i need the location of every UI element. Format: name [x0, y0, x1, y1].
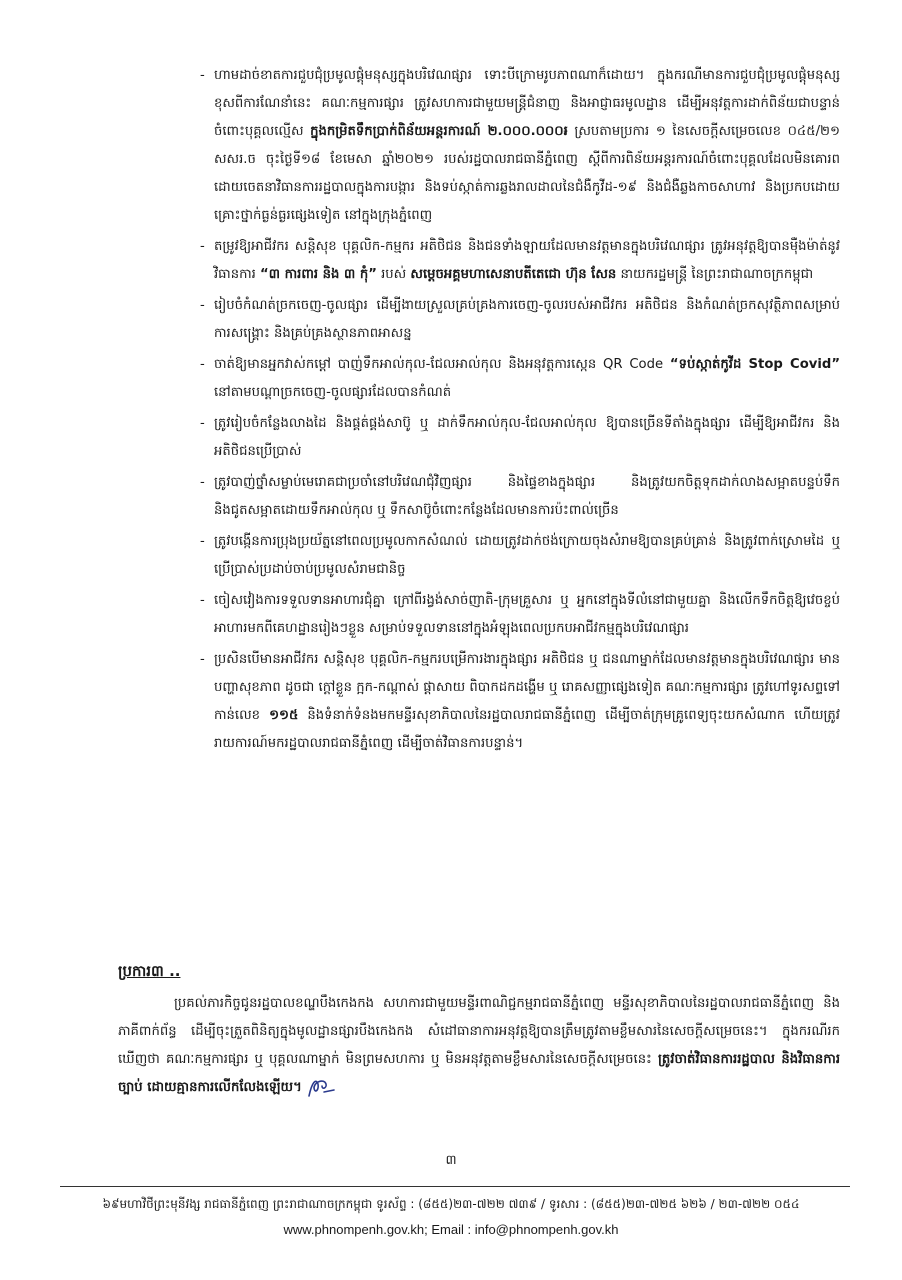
bullet-text: ហាមដាច់ខាតការជួបជុំប្រមូលផ្ដុំមនុស្សក្នុងបរិវេណផ្សារ ទោះបីក្រោមរូបភាពណាក៏ដោយ។ ក្នុងករណីមានការជួបជុំប្រមូលផ្ដុំមនុស្សខុសពីការណែនាំនេះ គណៈកម្មការផ្សារ ត្រូវសហការជាមួយមន្ត្រីជំនាញ និងអាជ្ញាធរមូលដ្ឋាន ដើម្បីអនុវត្តការដាក់ពិន័យជាបន្ទាន់ចំពោះបុគ្គលល្មើស [214, 68, 840, 139]
article-body [118, 990, 840, 1102]
bullet-list [200, 62, 840, 761]
list-item: - ចៀសវៀងការទទួលទានអាហារជុំគ្នា ក្រៅពីរង្វង់សាច់ញាតិ-ក្រុមគ្រួសារ ឬ អ្នកនៅក្នុងទីលំនៅជាមួយគ្នា និងលើកទឹកចិត្តឱ្យវេចខ្ចប់អាហារមកពីគេហដ្ឋានរៀងៗខ្លួន សម្រាប់ទទួលទាននៅក្នុងអំឡុងពេលប្រកបអាជីវកម្មក្នុងបរិវេណផ្សារ [200, 593, 840, 636]
bullet-text-bold: ១១៥ [269, 708, 299, 723]
list-item: - ត្រូវបាញ់ថ្នាំសម្លាប់មេរោគជាប្រចាំនៅបរិវេណជុំវិញផ្សារ និងផ្ទៃខាងក្នុងផ្សារ និងត្រូវយកចិត្តទុកដាក់លាងសម្អាតបន្ទប់ទឹក និងជូតសម្អាតដោយទឹកអាល់កុល ឬ ទឹកសាប៊ូចំពោះកន្លែងដែលមានការប៉ះពាល់ច្រើន [200, 475, 840, 518]
article-heading: ប្រការ៣ .. [118, 962, 181, 980]
bullet-text: របស់ [376, 267, 411, 282]
footer-address: ៦៩មហាវិថីព្រះមុនីវង្ស រាជធានីភ្នំពេញ ព្រះរាជាណាចក្រកម្ពុជា ទូរស័ព្ទ : (៨៥៥)២៣-៧២២ ៧៣៩ / ទូរសារ : (៨៥៥)២៣-៧២៥ ៦២៦ / ២៣-៧២២ ០៥៤ [102, 1197, 800, 1211]
page-number: ៣ [445, 1153, 457, 1168]
bullet-text-bold: “ទប់ស្កាត់កូវីដ Stop Covid” [669, 357, 840, 372]
signature-icon [306, 1074, 336, 1100]
bullet-text: ត្រូវបាញ់ថ្នាំសម្លាប់មេរោគជាប្រចាំនៅបរិវេណជុំវិញផ្សារ និងផ្ទៃខាងក្នុងផ្សារ និងត្រូវយកចិត្តទុកដាក់លាងសម្អាតបន្ទប់ទឹក និងជូតសម្អាតដោយទឹកអាល់កុល ឬ ទឹកសាប៊ូចំពោះកន្លែងដែលមានការប៉ះពាល់ច្រើន [214, 475, 840, 518]
list-item: - តម្រូវឱ្យអាជីវករ សន្តិសុខ បុគ្គលិក-កម្មករ អតិថិជន និងជនទាំងឡាយដែលមានវត្តមានក្នុងបរិវេណផ្សារ ត្រូវអនុវត្តឱ្យបានម៉ឺងម៉ាត់នូវវិធានការ “៣ ការពារ និង ៣ កុំ” របស់ សម្ដេចអគ្គមហាសេនាបតីតេជោ ហ៊ុន សែន នាយករដ្ឋមន្ត្រី នៃព្រះរាជាណាចក្រកម្ពុជា [200, 239, 840, 282]
bullet-text-bold: “៣ ការពារ និង ៣ កុំ” [260, 267, 377, 282]
bullet-text: ត្រូវបង្កើនការប្រុងប្រយ័ត្ននៅពេលប្រមូលកាកសំណល់ ដោយត្រូវដាក់ថង់ក្រោយចុងសំរាមឱ្យបានគ្រប់គ្រាន់ និងត្រូវពាក់ស្រោមដៃ ឬ ប្រើប្រាស់ប្រដាប់ចាប់ប្រមូលសំរាមជានិច្ច [214, 534, 840, 577]
list-item: - ហាមដាច់ខាតការជួបជុំប្រមូលផ្ដុំមនុស្សក្នុងបរិវេណផ្សារ ទោះបីក្រោមរូបភាពណាក៏ដោយ។ ក្នុងករណីមានការជួបជុំប្រមូលផ្ដុំមនុស្សខុសពីការណែនាំនេះ គណៈកម្មការផ្សារ ត្រូវសហការជាមួយមន្ត្រីជំនាញ និងអាជ្ញាធរមូលដ្ឋាន ដើម្បីអនុវត្តការដាក់ពិន័យជាបន្ទាន់ចំពោះបុគ្គលល្មើស ក្នុងកម្រិតទឹកប្រាក់ពិន័យអន្តរការណ៍ ២.០០០.០០០៛ ស្របតាមប្រការ ១ នៃសេចក្ដីសម្រេចលេខ ០៤៥/២១ សសរ.ច ចុះថ្ងៃទី១៨ ខែមេសា ឆ្នាំ២០២១ របស់រដ្ឋបាលរាជធានីភ្នំពេញ ស្ដីពីការពិន័យអន្តរការណ៍ចំពោះបុគ្គលដែលមិនគោរពដោយចេតនាវិធានការរដ្ឋបាលក្នុងការបង្ការ និងទប់ស្កាត់ការឆ្លងរាលដាលនៃជំងឺកូវីដ-១៩ និងជំងឺឆ្លងកាចសាហាវ និងប្រកបដោយគ្រោះថ្នាក់ធ្ងន់ធ្ងរផ្សេងទៀត នៅក្នុងក្រុងភ្នំពេញ [200, 68, 841, 223]
bullet-text-bold: ក្នុងកម្រិតទឹកប្រាក់ពិន័យអន្តរការណ៍ ២.០០០.០០០៛ [310, 124, 568, 139]
bullet-text: នាយករដ្ឋមន្ត្រី នៃព្រះរាជាណាចក្រកម្ពុជា [616, 267, 814, 282]
list-item: - រៀបចំកំណត់ច្រកចេញ-ចូលផ្សារ ដើម្បីងាយស្រួលគ្រប់គ្រងការចេញ-ចូលរបស់អាជីវករ អតិថិជន និងកំណត់ច្រកសុវត្ថិភាពសម្រាប់ការសង្គ្រោះ និងគ្រប់គ្រងស្ថានភាពអាសន្ន [200, 298, 840, 341]
list-item: - ប្រសិនបើមានអាជីវករ សន្តិសុខ បុគ្គលិក-កម្មករបម្រើការងារក្នុងផ្សារ អតិថិជន ឬ ជនណាម្នាក់ដែលមានវត្តមានក្នុងបរិវេណផ្សារ មានបញ្ហាសុខភាព ដូចជា ក្ដៅខ្លួន ក្អក-កណ្ដាស់ ផ្ដាសាយ ពិបាកដកដង្ហើម ឬ រោគសញ្ញាផ្សេងទៀត គណៈកម្មការផ្សារ ត្រូវហៅទូរសព្ទទៅកាន់លេខ ១១៥ និងទំនាក់ទំនងមកមន្ទីរសុខាភិបាលនៃរដ្ឋបាលរាជធានីភ្នំពេញ ដើម្បីចាត់ក្រុមគ្រូពេទ្យចុះយកសំណាក ហើយត្រូវរាយការណ៍មករដ្ឋបាលរាជធានីភ្នំពេញ ដើម្បីចាត់វិធានការបន្ទាន់។ [200, 652, 840, 751]
list-item: - ត្រូវបង្កើនការប្រុងប្រយ័ត្ននៅពេលប្រមូលកាកសំណល់ ដោយត្រូវដាក់ថង់ក្រោយចុងសំរាមឱ្យបានគ្រប់គ្រាន់ និងត្រូវពាក់ស្រោមដៃ ឬ ប្រើប្រាស់ប្រដាប់ចាប់ប្រមូលសំរាមជានិច្ច [200, 534, 840, 577]
bullet-text: ប្រសិនបើមានអាជីវករ សន្តិសុខ បុគ្គលិក-កម្មករបម្រើការងារក្នុងផ្សារ អតិថិជន ឬ ជនណាម្នាក់ដែលមានវត្តមានក្នុងបរិវេណផ្សារ មានបញ្ហាសុខភាព ដូចជា ក្ដៅខ្លួន ក្អក-កណ្ដាស់ ផ្ដាសាយ ពិបាកដកដង្ហើម ឬ រោគសញ្ញាផ្សេងទៀត គណៈកម្មការផ្សារ ត្រូវហៅទូរសព្ទទៅកាន់លេខ [214, 652, 840, 723]
list-item: - ចាត់ឱ្យមានអ្នកវាស់កម្ដៅ បាញ់ទឹកអាល់កុល-ជែលអាល់កុល និងអនុវត្តការស្កេន QR Code “ទប់ស្កាត់កូវីដ Stop Covid” នៅតាមបណ្ដាច្រកចេញ-ចូលផ្សារដែលបានកំណត់ [200, 357, 840, 400]
bullet-text: តម្រូវឱ្យអាជីវករ សន្តិសុខ បុគ្គលិក-កម្មករ អតិថិជន និងជនទាំងឡាយដែលមានវត្តមានក្នុងបរិវេណផ្សារ ត្រូវអនុវត្តឱ្យបានម៉ឺងម៉ាត់នូវវិធានការ [214, 239, 840, 282]
article-body-bold: ត្រូវចាត់វិធានការរដ្ឋបាល និងវិធានការច្បាប់ ដោយគ្មានការលើកលែងឡើយ។ [118, 1052, 840, 1095]
bullet-text: ចៀសវៀងការទទួលទានអាហារជុំគ្នា ក្រៅពីរង្វង់សាច់ញាតិ-ក្រុមគ្រួសារ ឬ អ្នកនៅក្នុងទីលំនៅជាមួយគ្នា និងលើកទឹកចិត្តឱ្យវេចខ្ចប់អាហារមកពីគេហដ្ឋានរៀងៗខ្លួន សម្រាប់ទទួលទាននៅក្នុងអំឡុងពេលប្រកបអាជីវកម្មក្នុងបរិវេណផ្សារ [214, 593, 840, 636]
bullet-text: ចាត់ឱ្យមានអ្នកវាស់កម្ដៅ បាញ់ទឹកអាល់កុល-ជែលអាល់កុល និងអនុវត្តការស្កេន QR Code [214, 357, 670, 372]
bullet-text: នៅតាមបណ្ដាច្រកចេញ-ចូលផ្សារដែលបានកំណត់ [214, 385, 452, 400]
bullet-text: និងទំនាក់ទំនងមកមន្ទីរសុខាភិបាលនៃរដ្ឋបាលរាជធានីភ្នំពេញ ដើម្បីចាត់ក្រុមគ្រូពេទ្យចុះយកសំណាក ហើយត្រូវរាយការណ៍មករដ្ឋបាលរាជធានីភ្នំពេញ ដើម្បីចាត់វិធានការបន្ទាន់។ [214, 708, 840, 751]
bullet-text: ស្របតាមប្រការ ១ នៃសេចក្ដីសម្រេចលេខ ០៤៥/២១ សសរ.ច ចុះថ្ងៃទី១៨ ខែមេសា ឆ្នាំ២០២១ របស់រដ្ឋបាលរាជធានីភ្នំពេញ ស្ដីពីការពិន័យអន្តរការណ៍ចំពោះបុគ្គលដែលមិនគោរពដោយចេតនាវិធានការរដ្ឋបាលក្នុងការបង្ការ និងទប់ស្កាត់ការឆ្លងរាលដាលនៃជំងឺកូវីដ-១៩ និងជំងឺឆ្លងកាចសាហាវ និងប្រកបដោយគ្រោះថ្នាក់ធ្ងន់ធ្ងរផ្សេងទៀត នៅក្នុងក្រុងភ្នំពេញ [214, 124, 841, 223]
bullet-text-bold: សម្ដេចអគ្គមហាសេនាបតីតេជោ ហ៊ុន សែន [410, 267, 617, 282]
footer-divider [60, 1186, 850, 1187]
bullet-text: រៀបចំកំណត់ច្រកចេញ-ចូលផ្សារ ដើម្បីងាយស្រួលគ្រប់គ្រងការចេញ-ចូលរបស់អាជីវករ អតិថិជន និងកំណត់ច្រកសុវត្ថិភាពសម្រាប់ការសង្គ្រោះ និងគ្រប់គ្រងស្ថានភាពអាសន្ន [214, 298, 840, 341]
list-item: - ត្រូវរៀបចំកន្លែងលាងដៃ និងផ្គត់ផ្គង់សាប៊ូ ឬ ដាក់ទឹកអាល់កុល-ជែលអាល់កុល ឱ្យបានច្រើនទីតាំងក្នុងផ្សារ ដើម្បីឱ្យអាជីវករ និងអតិថិជនប្រើប្រាស់ [200, 416, 840, 459]
article-body-text: ប្រគល់ភារកិច្ចជូនរដ្ឋបាលខណ្ឌបឹងកេងកង សហការជាមួយមន្ទីរពាណិជ្ជកម្មរាជធានីភ្នំពេញ មន្ទីរសុខាភិបាលនៃរដ្ឋបាលរាជធានីភ្នំពេញ និងភាគីពាក់ព័ន្ធ ដើម្បីចុះត្រួតពិនិត្យក្នុងមូលដ្ឋានផ្សារបឹងកេងកង សំដៅធានាការអនុវត្តឱ្យបានត្រឹមត្រូវតាមខ្លឹមសារនៃសេចក្ដីសម្រេចនេះ។ ក្នុងករណីរកឃើញថា គណៈកម្មការផ្សារ ឬ បុគ្គលណាម្នាក់ មិនព្រមសហការ ឬ មិនអនុវត្តតាមខ្លឹមសារនៃសេចក្ដីសម្រេចនេះ [118, 996, 840, 1067]
bullet-text: ត្រូវរៀបចំកន្លែងលាងដៃ និងផ្គត់ផ្គង់សាប៊ូ ឬ ដាក់ទឹកអាល់កុល-ជែលអាល់កុល ឱ្យបានច្រើនទីតាំងក្នុងផ្សារ ដើម្បីឱ្យអាជីវករ និងអតិថិជនប្រើប្រាស់ [214, 416, 840, 459]
footer-contact: www.phnompenh.gov.kh; Email : info@phnompenh.gov.kh [283, 1222, 619, 1237]
